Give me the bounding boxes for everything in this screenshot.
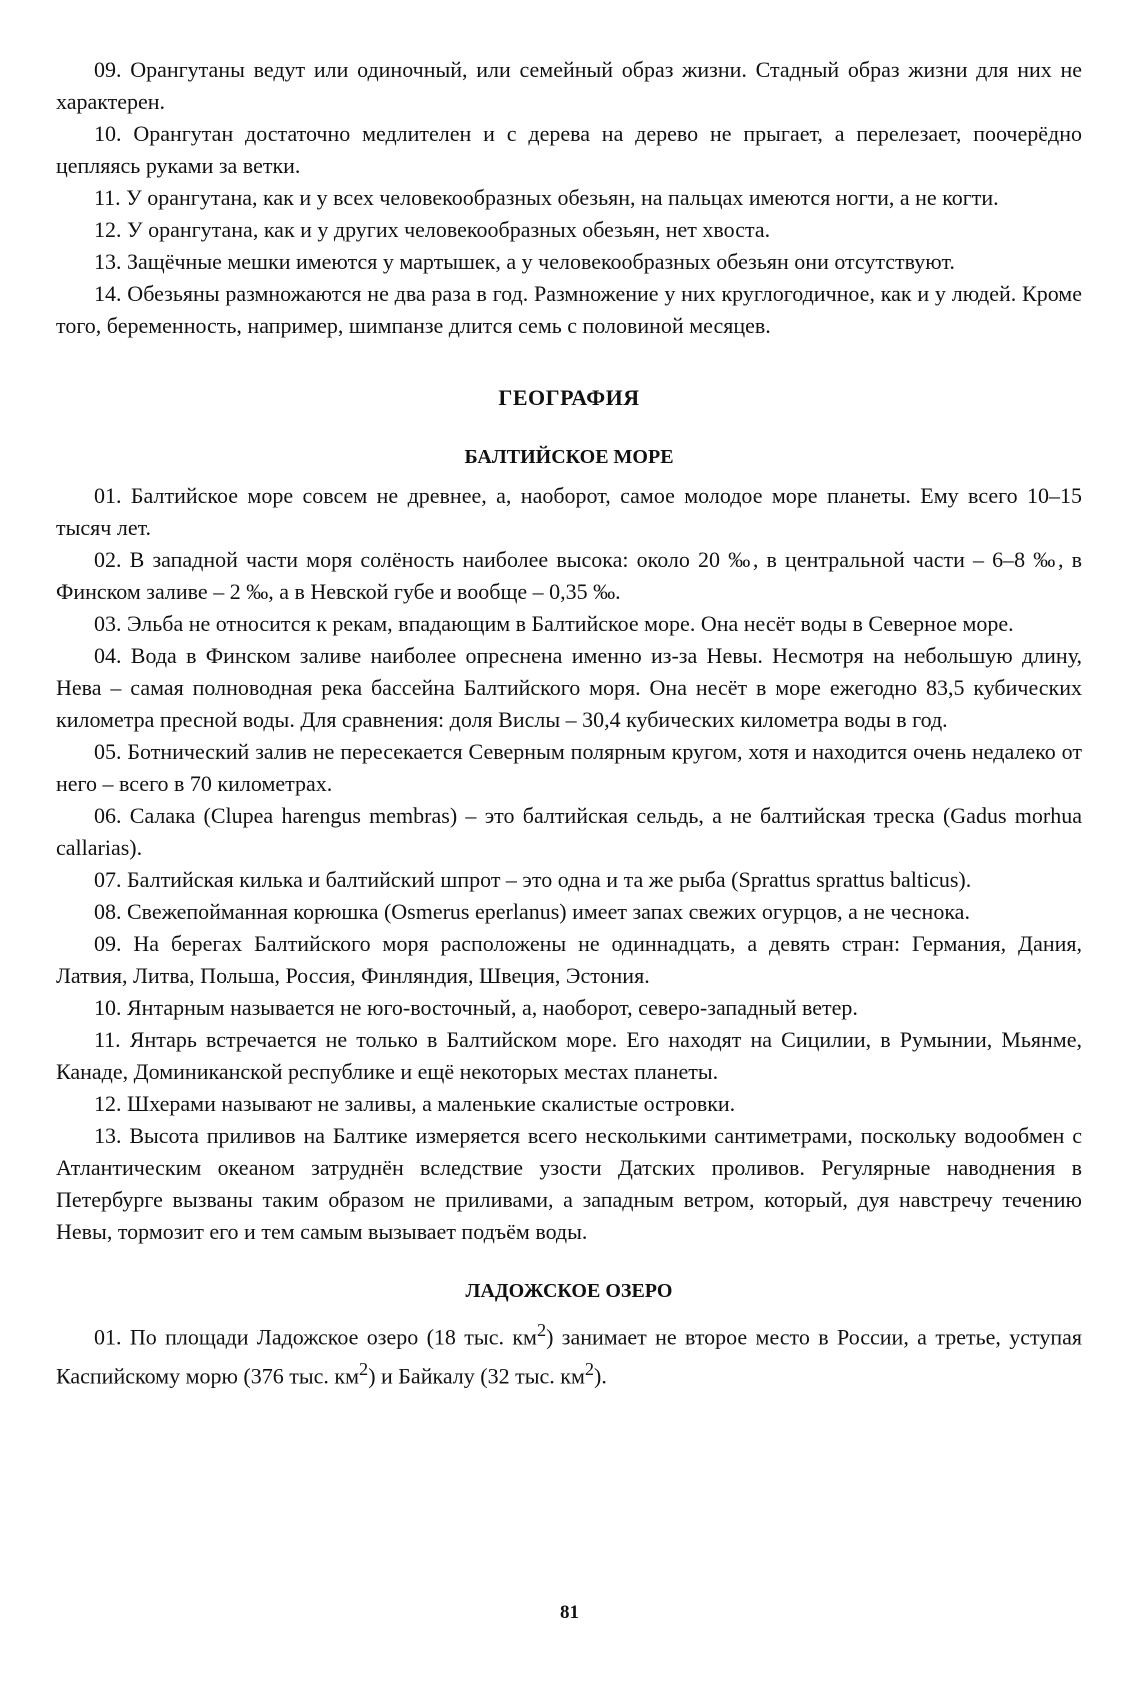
- list-item: 12. У орангутана, как и у других человекообразных обезьян, нет хвоста.: [94, 217, 771, 242]
- list-item: 06. Салака (Clupea harengus membras) – это балтийская сельдь, а не балтийская треска (Gadus morhua callarias).: [56, 803, 1082, 860]
- list-item: [56, 1314, 1082, 1393]
- list-item: 14. Обезьяны размножаются не два раза в год. Размножение у них круглогодичное, как и у людей. Кроме того, беременность, например, шимпанзе длится семь с половиной месяцев.: [56, 281, 1082, 338]
- list-item: 08. Свежепойманная корюшка (Osmerus eperlanus) имеет запах свежих огурцов, а не чеснока.: [94, 899, 970, 924]
- list-item: 02. В западной части моря солёность наиболее высока: около 20 ‰, в центральной части – 6–8 ‰, в Финском заливе – 2 ‰, а в Невской губе и вообще – 0,35 ‰.: [56, 547, 1082, 604]
- list-item: 13. Высота приливов на Балтике измеряется всего несколькими сантиметрами, поскольку водообмен с Атлантическим океаном затруднён вследствие узости Датских проливов. Регулярные наводнения в Петербурге вызваны таким образом не приливами, а западным ветром, который, дуя навстречу течению Невы, тормозит его и тем самым вызывает подъём воды.: [56, 1123, 1082, 1244]
- list-item: 07. Балтийская килька и балтийский шпрот – это одна и та же рыба (Sprattus sprattus balticus).: [94, 867, 972, 892]
- list-item: 01. Балтийское море совсем не древнее, а, наоборот, самое молодое море планеты. Ему всего 10–15 тысяч лет.: [56, 483, 1082, 540]
- text-fragment: ) занимает не второе место в России, а третье, уступая Каспийскому морю (376 тыс. км: [56, 1324, 1082, 1389]
- list-item: 09. Орангутаны ведут или одиночный, или семейный образ жизни. Стадный образ жизни для них не характерен.: [56, 57, 1082, 114]
- text-fragment: ).: [594, 1363, 607, 1389]
- list-item: 04. Вода в Финском заливе наиболее опреснена именно из-за Невы. Несмотря на небольшую длину, Нева – самая полноводная река бассейна Балтийского моря. Она несёт в море ежегодно 83,5 кубических километра пресной воды. Для сравнения: доля Вислы – 30,4 кубических километра воды в год.: [56, 643, 1082, 732]
- list-item: 05. Ботнический залив не пересекается Северным полярным кругом, хотя и находится очень недалеко от него – всего в 70 километрах.: [56, 739, 1082, 796]
- superscript: 2: [359, 1359, 369, 1380]
- superscript: 2: [584, 1359, 595, 1380]
- list-item: 03. Эльба не относится к рекам, впадающим в Балтийское море. Она несёт воды в Северное море.: [94, 611, 1014, 636]
- list-item: 13. Защёчные мешки имеются у мартышек, а у человекообразных обезьян они отсутствуют.: [94, 249, 955, 274]
- text-fragment: 01. По площади Ладожское озеро (18 тыс. км: [94, 1324, 537, 1350]
- list-item: 12. Шхерами называют не заливы, а маленькие скалистые островки.: [94, 1091, 736, 1116]
- subsection-title-ladoga: ЛАДОЖСКОЕ ОЗЕРО: [465, 1280, 673, 1302]
- page-number: 81: [560, 1602, 579, 1623]
- list-item: 11. Янтарь встречается не только в Балтийском море. Его находят на Сицилии, в Румынии, Мьянме, Канаде, Доминиканской республике и ещё некоторых местах планеты.: [56, 1027, 1082, 1084]
- list-item: 09. На берегах Балтийского моря расположены не одиннадцать, а девять стран: Германия, Дания, Латвия, Литва, Польша, Россия, Финляндия, Швеция, Эстония.: [56, 931, 1082, 988]
- list-item: 10. Орангутан достаточно медлителен и с дерева на дерево не прыгает, а перелезает, поочерёдно цепляясь руками за ветки.: [56, 121, 1082, 178]
- list-item: 11. У орангутана, как и у всех человекообразных обезьян, на пальцах имеются ногти, а не когти.: [94, 185, 999, 210]
- section-title: ГЕОГРАФИЯ: [498, 385, 640, 410]
- superscript: 2: [536, 1320, 547, 1340]
- subsection-title-baltic: БАЛТИЙСКОЕ МОРЕ: [464, 446, 674, 468]
- list-item: 10. Янтарным называется не юго-восточный, а, наоборот, северо-западный ветер.: [94, 995, 858, 1020]
- page-content: [56, 54, 1082, 1393]
- text-fragment: ) и Байкалу (32 тыс. км: [368, 1363, 585, 1389]
